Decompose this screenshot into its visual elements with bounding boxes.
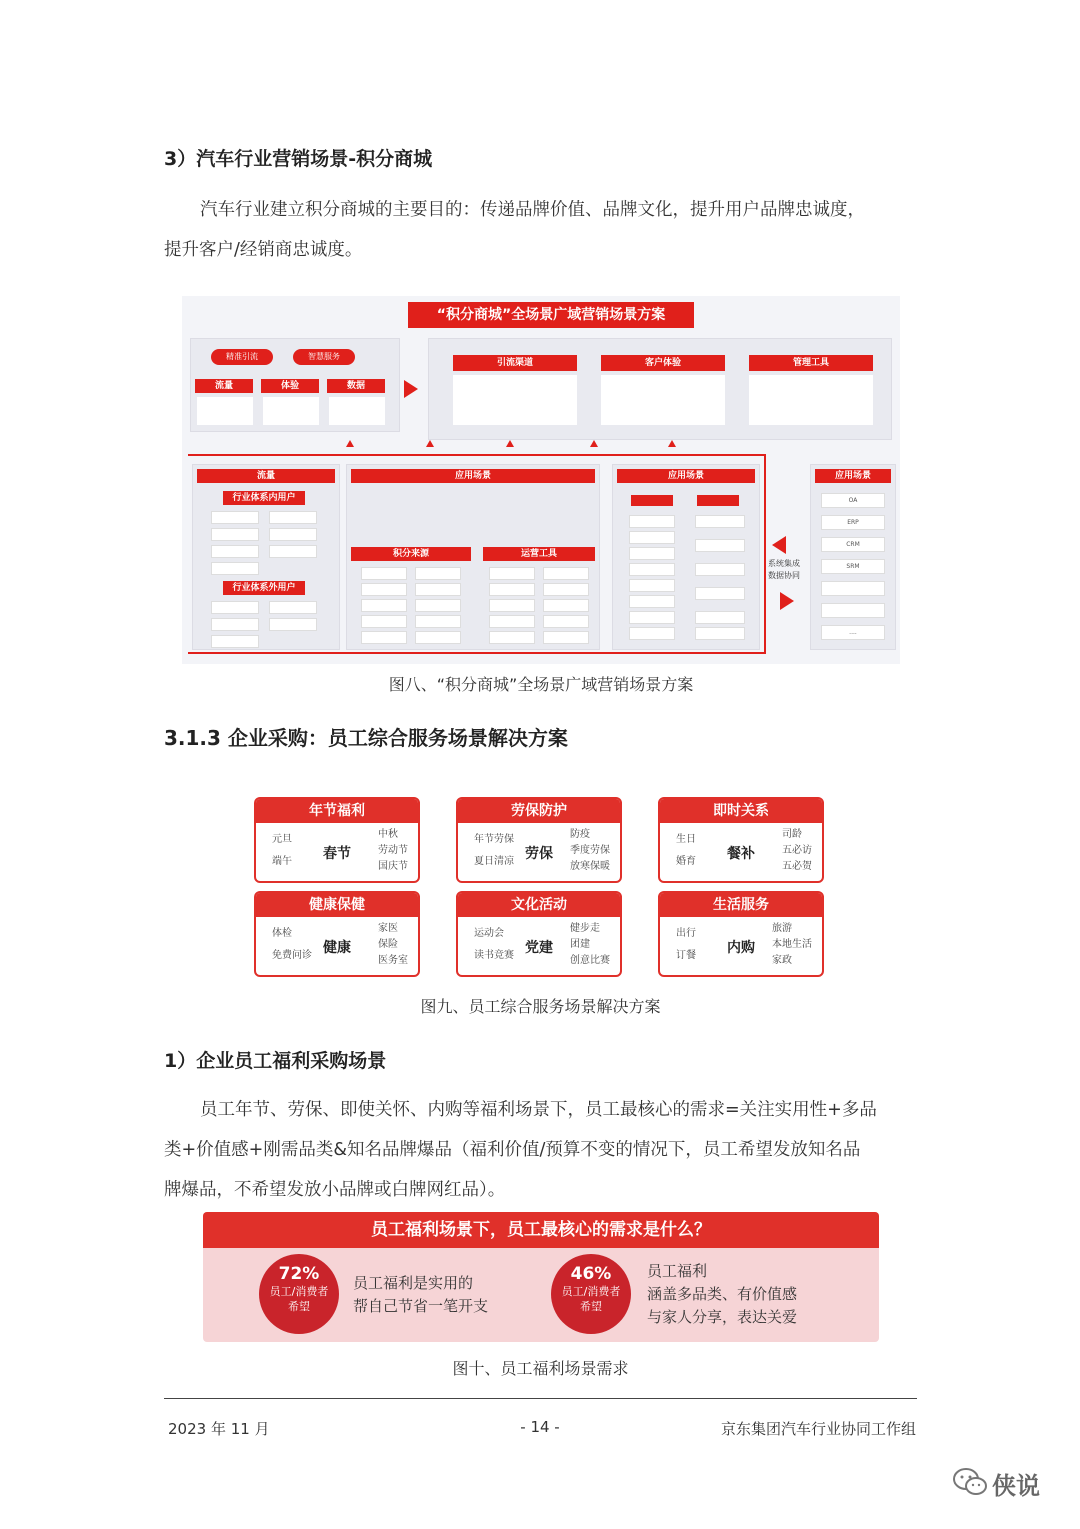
- card-title: 健康保健: [256, 893, 418, 917]
- fig8-bl-sub2: 行业体系外用户: [223, 581, 305, 595]
- fig8-cell: [489, 583, 535, 596]
- card-center: 内购: [727, 940, 755, 956]
- stat-percent: 46%: [570, 1264, 612, 1284]
- card-right-item: 五必访: [782, 845, 812, 856]
- fig8-cell: [695, 627, 745, 640]
- watermark-text: 侠说: [992, 1472, 1040, 1500]
- card-right-item: 本地生活: [772, 939, 812, 950]
- fig8-tl-text-3: [329, 397, 385, 425]
- stat-text-line: 与家人分享，表达关爱: [647, 1308, 798, 1326]
- fig8-top-left-panel: [190, 338, 400, 432]
- fig8-cell: [211, 528, 259, 541]
- card-right-item: 保险: [378, 939, 398, 950]
- fig8-fr-item: ERP: [821, 515, 885, 530]
- fig8-cell: [489, 615, 535, 628]
- stat-circle-right: [551, 1254, 631, 1334]
- fig8-cell: [543, 583, 589, 596]
- fig8-system-line1: 系统集成: [768, 559, 800, 568]
- fig8-cell: [489, 599, 535, 612]
- fig8-br-header: 应用场景: [617, 469, 755, 483]
- card-right-item: 中秋: [378, 829, 398, 840]
- figure-8-diagram: [182, 296, 900, 664]
- stat-sub: 希望: [288, 1300, 310, 1313]
- card-left-item: 夏日清凉: [474, 856, 514, 867]
- stat-text-left: [353, 1272, 488, 1318]
- card-right-item: 五必贺: [782, 861, 812, 872]
- subheading-employee-benefits: 1）企业员工福利采购场景: [164, 1050, 387, 1072]
- fig8-fr-item: CRM: [821, 537, 885, 552]
- fig8-cell: [489, 567, 535, 580]
- fig8-cell: [211, 511, 259, 524]
- up-arrow-icon: [346, 440, 354, 447]
- stat-text-line: 涵盖多品类、有价值感: [647, 1285, 798, 1303]
- watermark: [952, 1462, 1048, 1502]
- benefit-card: [254, 797, 420, 883]
- benefits-paragraph: [164, 1090, 924, 1210]
- fig8-cell: [269, 511, 317, 524]
- card-center: 春节: [323, 846, 351, 862]
- fig8-cell: [361, 583, 407, 596]
- fig8-tl-header-2: 体验: [261, 379, 319, 393]
- fig8-cell: [269, 528, 317, 541]
- red-frame-line: [188, 454, 766, 456]
- fig8-cell: [361, 631, 407, 644]
- figure-10-banner: [203, 1212, 879, 1342]
- card-center: 健康: [323, 940, 351, 956]
- card-right-item: 放寒保暖: [570, 861, 610, 872]
- fig8-cell: [543, 599, 589, 612]
- fig8-tr-header-1: 引流渠道: [453, 355, 577, 371]
- fig8-cell: [629, 515, 675, 528]
- wechat-icon: [952, 1467, 988, 1497]
- up-arrow-icon: [506, 440, 514, 447]
- card-center: 党建: [525, 940, 553, 956]
- card-right: [378, 827, 408, 875]
- fig8-tl-header-3: 数据: [327, 379, 385, 393]
- card-left-item: 端午: [272, 856, 292, 867]
- card-right-item: 创意比赛: [570, 955, 610, 966]
- heading-3-1-3: 3.1.3 企业采购：员工综合服务场景解决方案: [164, 726, 568, 750]
- card-center: 劳保: [525, 846, 553, 862]
- fig8-br-tag: [631, 495, 673, 506]
- card-right-item: 司龄: [782, 829, 802, 840]
- section-heading: 3）汽车行业营销场景-积分商城: [164, 148, 433, 170]
- fig8-bm-sub2: 运营工具: [483, 547, 595, 561]
- fig8-cell: [629, 627, 675, 640]
- fig8-system-line2: 数据协同: [768, 571, 800, 580]
- fig8-fr-item: [821, 603, 885, 618]
- card-right: [782, 827, 812, 875]
- stat-sub: 员工/消费者: [561, 1285, 621, 1298]
- fig8-cell: [211, 562, 259, 575]
- fig8-tr-text-3: [749, 375, 873, 425]
- card-right: [570, 921, 610, 969]
- fig8-pill-1: 精准引流: [211, 349, 273, 365]
- fig8-top-right-panel: [428, 338, 892, 440]
- up-arrow-icon: [668, 440, 676, 447]
- fig10-caption: 图十、员工福利场景需求: [452, 1359, 629, 1378]
- card-right-item: 团建: [570, 939, 590, 950]
- fig8-tl-text-1: [197, 397, 253, 425]
- fig8-bm-sub1: 积分来源: [351, 547, 471, 561]
- benefit-card: [456, 891, 622, 977]
- fig8-fr-item: OA: [821, 493, 885, 508]
- card-right-item: 国庆节: [378, 861, 408, 872]
- card-left-item: 年节劳保: [474, 834, 514, 845]
- card-right: [378, 921, 408, 969]
- card-left-item: 订餐: [676, 950, 696, 961]
- fig8-bottom-right-panel: [612, 464, 760, 650]
- fig8-cell: [269, 545, 317, 558]
- fig8-cell: [415, 631, 461, 644]
- fig8-far-right-panel: [810, 464, 896, 650]
- fig8-bl-header: 流量: [197, 469, 335, 483]
- fig8-cell: [695, 539, 745, 552]
- card-right-item: 家政: [772, 955, 792, 966]
- fig8-cell: [211, 618, 259, 631]
- up-arrow-icon: [590, 440, 598, 447]
- fig8-cell: [629, 547, 675, 560]
- card-left-item: 生日: [676, 834, 696, 845]
- right-arrow-icon: [780, 592, 794, 610]
- card-left-item: 元旦: [272, 834, 292, 845]
- fig8-cell: [415, 567, 461, 580]
- para2-line2: 类+价值感+刚需品类&知名品牌爆品（福利价值/预算不变的情况下，员工希望发放知名品: [164, 1140, 861, 1160]
- para2-line3: 牌爆品，不希望发放小品牌或白牌网红品）。: [164, 1180, 506, 1200]
- card-left-item: 读书竞赛: [474, 950, 514, 961]
- fig8-cell: [629, 579, 675, 592]
- fig8-cell: [361, 615, 407, 628]
- fig8-cell: [211, 635, 259, 648]
- fig8-bl-sub1: 行业体系内用户: [223, 491, 305, 505]
- fig8-caption: 图八、“积分商城”全场景广域营销场景方案: [388, 675, 694, 694]
- fig8-cell: [543, 615, 589, 628]
- fig8-tr-header-3: 管理工具: [749, 355, 873, 371]
- fig10-header: 员工福利场景下，员工最核心的需求是什么？: [203, 1212, 879, 1248]
- fig8-cell: [361, 567, 407, 580]
- fig8-cell: [629, 563, 675, 576]
- footer-date: 2023 年 11 月: [168, 1420, 270, 1438]
- stat-sub: 员工/消费者: [269, 1285, 329, 1298]
- fig8-pill-2: 智慧服务: [293, 349, 355, 365]
- fig8-title: “积分商城”全场景广域营销场景方案: [408, 302, 694, 328]
- fig8-cell: [361, 599, 407, 612]
- fig8-cell: [629, 595, 675, 608]
- card-right-item: 医务室: [378, 955, 408, 966]
- fig8-tr-header-2: 客户体验: [601, 355, 725, 371]
- fig8-fr-item: SRM: [821, 559, 885, 574]
- benefit-card: [456, 797, 622, 883]
- stat-text-line: 员工福利是实用的: [353, 1274, 474, 1292]
- footer-divider: [164, 1398, 917, 1399]
- page-number: - 14 -: [520, 1418, 560, 1436]
- fig8-cell: [415, 615, 461, 628]
- fig8-fr-header: 应用场景: [815, 469, 891, 483]
- red-frame-line: [188, 652, 766, 654]
- card-center: 餐补: [727, 846, 755, 862]
- fig8-cell: [695, 563, 745, 576]
- red-frame-line: [764, 454, 766, 654]
- card-left-item: 体检: [272, 928, 292, 939]
- card-right-item: 旅游: [772, 923, 792, 934]
- fig8-bm-text: [391, 487, 561, 537]
- benefit-card: [658, 797, 824, 883]
- stat-percent: 72%: [278, 1264, 320, 1284]
- card-title: 年节福利: [256, 799, 418, 823]
- fig8-br-tag: [697, 495, 739, 506]
- card-right-item: 家医: [378, 923, 398, 934]
- footer-org: 京东集团汽车行业协同工作组: [720, 1420, 916, 1438]
- card-left-item: 婚育: [676, 856, 696, 867]
- card-left-item: 出行: [676, 928, 696, 939]
- benefit-card: [658, 891, 824, 977]
- fig8-fr-item: [821, 581, 885, 596]
- fig8-cell: [543, 631, 589, 644]
- right-arrow-icon: [404, 380, 418, 398]
- fig8-tr-text-2: [601, 375, 725, 425]
- fig8-cell: [415, 583, 461, 596]
- fig8-cell: [211, 601, 259, 614]
- fig8-cell: [415, 599, 461, 612]
- left-arrow-icon: [772, 536, 786, 554]
- fig8-bm-header: 应用场景: [351, 469, 595, 483]
- card-title: 文化活动: [458, 893, 620, 917]
- up-arrow-icon: [426, 440, 434, 447]
- fig8-cell: [695, 611, 745, 624]
- card-right: [772, 921, 812, 969]
- stat-text-right: [647, 1260, 797, 1329]
- card-right-item: 季度劳保: [570, 845, 610, 856]
- card-title: 生活服务: [660, 893, 822, 917]
- intro-paragraph: [164, 190, 924, 270]
- fig8-tr-text-1: [453, 375, 577, 425]
- fig8-cell: [629, 611, 675, 624]
- fig8-tl-header-1: 流量: [195, 379, 253, 393]
- fig8-bottom-mid-panel: [346, 464, 600, 650]
- fig8-tl-text-2: [263, 397, 319, 425]
- card-title: 即时关系: [660, 799, 822, 823]
- card-right: [570, 827, 610, 875]
- fig9-caption: 图九、员工综合服务场景解决方案: [420, 997, 661, 1016]
- card-title: 劳保防护: [458, 799, 620, 823]
- stat-circle-left: [259, 1254, 339, 1334]
- para2-line1: 员工年节、劳保、即使关怀、内购等福利场景下，员工最核心的需求=关注实用性+多品: [200, 1100, 877, 1120]
- fig8-bottom-left-panel: [192, 464, 340, 650]
- para1-line1: 汽车行业建立积分商城的主要目的：传递品牌价值、品牌文化，提升用户品牌忠诚度，: [200, 200, 865, 220]
- fig8-cell: [269, 618, 317, 631]
- stat-text-line: 员工福利: [647, 1262, 708, 1280]
- card-left-item: 运动会: [474, 928, 504, 939]
- card-right-item: 劳动节: [378, 845, 408, 856]
- card-right-item: 防疫: [570, 829, 590, 840]
- card-right-item: 健步走: [570, 923, 600, 934]
- stat-text-line: 帮自己节省一笔开支: [353, 1297, 489, 1315]
- fig8-cell: [695, 587, 745, 600]
- fig8-cell: [543, 567, 589, 580]
- fig8-cell: [489, 631, 535, 644]
- card-left-item: 免费问诊: [272, 950, 312, 961]
- fig8-cell: [211, 545, 259, 558]
- stat-sub: 希望: [580, 1300, 602, 1313]
- benefit-card: [254, 891, 420, 977]
- fig8-fr-item: ....: [821, 625, 885, 640]
- fig8-system-text: [768, 558, 808, 584]
- fig8-cell: [629, 531, 675, 544]
- fig8-cell: [269, 601, 317, 614]
- para1-line2: 提升客户/经销商忠诚度。: [164, 240, 363, 260]
- fig8-cell: [695, 515, 745, 528]
